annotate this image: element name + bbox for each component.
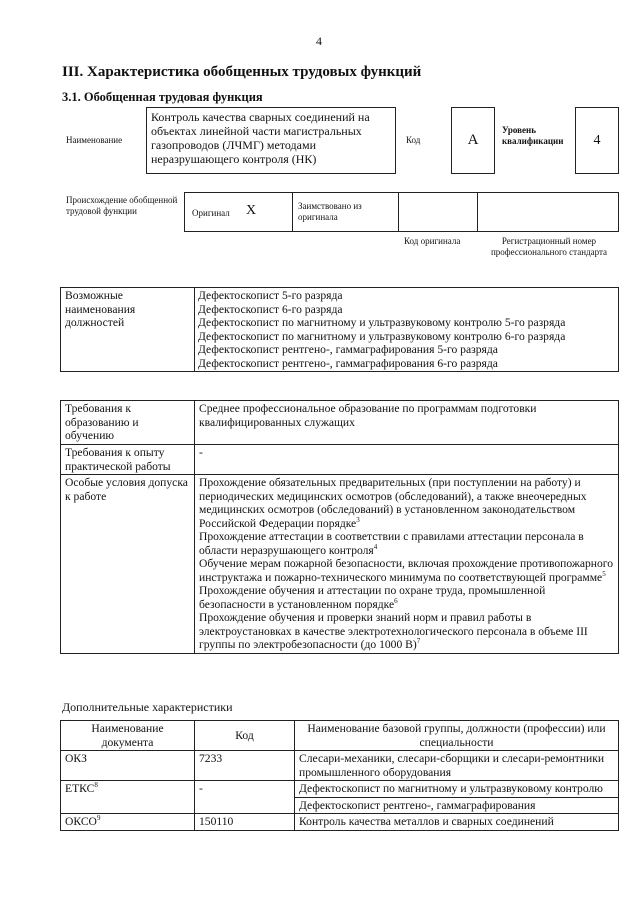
code-label: Код (406, 135, 421, 145)
footnote-ref: 8 (94, 781, 98, 790)
header-document: Наименование документа (61, 721, 195, 751)
experience-label: Требования к опыту практической работы (61, 445, 195, 475)
footnote-ref: 3 (356, 515, 360, 524)
doc-code: - (195, 781, 295, 814)
special-item: Прохождение обязательных предварительных (при поступлении на работу) и периодических медицинских осмотров (обследований), а также внеочередных медицинских осмотров (обследований) в установленном законодательством Российской Федерации порядке$^3$ (199, 476, 587, 530)
education-label: Требования к образованию и обучению (61, 401, 195, 445)
footnote-ref: 5 (602, 569, 606, 578)
position-item: Дефектоскопист 6-го разряда (198, 302, 343, 316)
doc-position: Дефектоскопист по магнитному и ультразвуковому контролю (295, 781, 619, 798)
doc-code: 150110 (195, 814, 295, 831)
doc-name: ЕТКС (65, 782, 95, 795)
origin-label: Происхождение обобщенной трудовой функции (66, 195, 178, 216)
function-name-box (146, 107, 396, 174)
footnote-ref: 9 (96, 814, 101, 823)
doc-position: Дефектоскопист рентгено-, гаммаграфирования (295, 797, 619, 814)
doc-name: ОКСО (65, 815, 97, 828)
footnote-ref: 4 (373, 542, 378, 551)
origin-divider-3 (477, 192, 478, 232)
position-item: Дефектоскопист рентгено-, гаммаграфирования 5-го разряда (198, 343, 498, 356)
name-label: Наименование (66, 135, 123, 145)
footnote-ref: 6 (394, 596, 398, 605)
origin-divider-2 (398, 192, 399, 232)
special-item: Прохождение аттестации в соответствии с правилами аттестации персонала в области неразрушающего контроля$^4$ (199, 530, 584, 557)
experience-value: - (195, 445, 619, 475)
position-item: Дефектоскопист рентгено-, гаммаграфирования 6-го разряда (198, 356, 498, 370)
origin-divider-1 (292, 192, 293, 232)
special-item: Обучение мерам пожарной безопасности, включая прохождение противопожарного инструктажа и пожарно-технического минимума по соответствующей программе$^5$ (199, 557, 614, 584)
code-original-label: Код оригинала (404, 236, 461, 246)
position-item: Дефектоскопист по магнитному и ультразвуковому контролю 5-го разряда (198, 316, 566, 329)
section-title: III. Характеристика обобщенных трудовых функций (62, 64, 422, 80)
positions-label: Возможные наименования должностей (61, 288, 195, 372)
page-number: 4 (316, 34, 322, 48)
table-row (61, 814, 619, 831)
requirements-table (60, 400, 619, 654)
footnote-ref: 7 (416, 637, 421, 646)
doc-position: Слесари-механики, слесари-сборщики и слесари-ремонтники промышленного оборудования (295, 751, 619, 781)
table-row (61, 781, 619, 798)
code-box (451, 107, 495, 174)
doc-code: 7233 (195, 751, 295, 781)
positions-table (60, 287, 619, 372)
code-value: A (467, 132, 479, 148)
position-item: Дефектоскопист 5-го разряда (198, 289, 343, 302)
original-mark: X (246, 203, 257, 218)
subsection-title: 3.1. Обобщенная трудовая функция (62, 90, 263, 104)
special-label: Особые условия допуска к работе (61, 475, 195, 654)
header-name: Наименование базовой группы, должности (профессии) или специальности (295, 721, 619, 751)
level-box (575, 107, 619, 174)
level-label: Уровень квалификации (502, 125, 564, 146)
borrowed-label: Заимствовано из оригинала (298, 201, 362, 222)
position-item: Дефектоскопист по магнитному и ультразвуковому контролю 6-го разряда (198, 329, 566, 343)
education-value: Среднее профессиональное образование по программам подготовки квалифицированных служащих (195, 401, 619, 445)
original-label: Оригинал (192, 208, 230, 218)
special-item: Прохождение обучения и проверки знаний норм и правил работы в электроустановках в качестве электротехнологического персонала в объеме III группы по электробезопасности (до 1000 В)$^7$ (199, 611, 588, 651)
doc-position: Контроль качества металлов и сварных соединений (295, 814, 619, 831)
additional-table (60, 720, 619, 831)
table-row (61, 751, 619, 781)
function-name-value: Контроль качества сварных соединений на объектах линейной части магистральных газопроводов (ЛЧМГ) методами неразрушающего контроля (НК) (151, 110, 370, 166)
level-value: 4 (593, 132, 601, 148)
reg-number-label: Регистрационный номер профессионального стандарта (490, 236, 608, 257)
doc-name: ОКЗ (65, 752, 87, 765)
special-item: Прохождение обучения и аттестации по охране труда, промышленной безопасности в установленном порядке$^6$ (199, 584, 546, 611)
header-code: Код (195, 721, 295, 751)
additional-title: Дополнительные характеристики (62, 700, 233, 714)
